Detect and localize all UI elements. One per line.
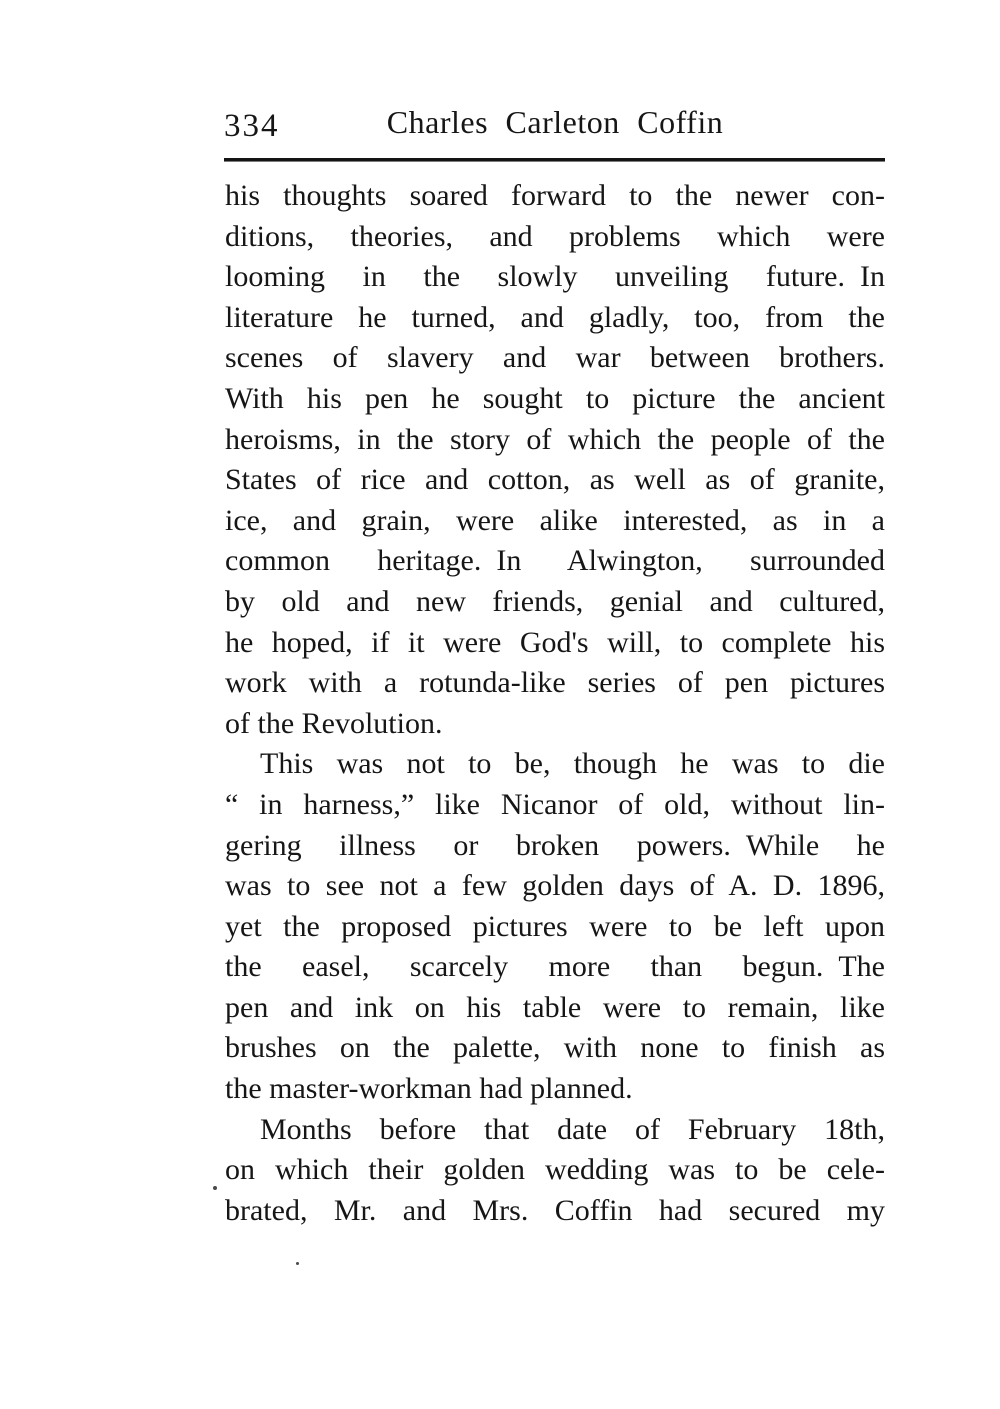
text-line: work with a rotunda-like series of pen pictures: [225, 666, 885, 700]
text-line-paragraph-start: Months before that date of February 18th,: [260, 1112, 885, 1146]
text-line: gering illness or broken powers. While he: [225, 828, 885, 862]
body-text: [225, 176, 885, 1231]
text-line: ditions, theories, and problems which were: [225, 219, 885, 253]
text-line: the easel, scarcely more than begun. The: [225, 950, 885, 984]
scan-artifact-dot: [213, 1186, 217, 1190]
text-line: yet the proposed pictures were to be left upon: [225, 909, 885, 943]
text-line: looming in the slowly unveiling future. In: [225, 260, 885, 294]
scan-artifact-dot: [296, 1262, 299, 1265]
text-line: by old and new friends, genial and cultured,: [225, 584, 885, 618]
page-number: 334: [224, 108, 280, 144]
header-rule: [224, 158, 885, 161]
text-line: “ in harness,” like Nicanor of old, without lin-: [225, 787, 885, 821]
text-line: With his pen he sought to picture the ancient: [225, 381, 885, 415]
running-header-title: Charles Carleton Coffin: [386, 104, 724, 140]
text-line: he hoped, if it were God's will, to complete his: [225, 625, 885, 659]
text-line: States of rice and cotton, as well as of granite,: [225, 463, 885, 497]
text-line: literature he turned, and gladly, too, from the: [225, 300, 885, 334]
text-line: common heritage. In Alwington, surrounded: [225, 544, 885, 578]
text-line: heroisms, in the story of which the people of the: [225, 422, 885, 456]
text-line-paragraph-end: the master-workman had planned.: [225, 1072, 633, 1106]
text-line: pen and ink on his table were to remain, like: [225, 990, 885, 1024]
text-line: scenes of slavery and war between brothers.: [225, 341, 885, 375]
text-line: brated, Mr. and Mrs. Coffin had secured my: [225, 1193, 885, 1227]
text-line: was to see not a few golden days of A. D. 1896,: [225, 869, 885, 903]
text-line: on which their golden wedding was to be cele-: [225, 1153, 885, 1187]
text-line: his thoughts soared forward to the newer con-: [225, 179, 885, 212]
text-line-paragraph-end: of the Revolution.: [225, 706, 443, 740]
text-line: ice, and grain, were alike interested, as in a: [225, 503, 885, 537]
text-line: brushes on the palette, with none to finish as: [225, 1031, 885, 1065]
text-line-paragraph-start: This was not to be, though he was to die: [260, 747, 885, 781]
